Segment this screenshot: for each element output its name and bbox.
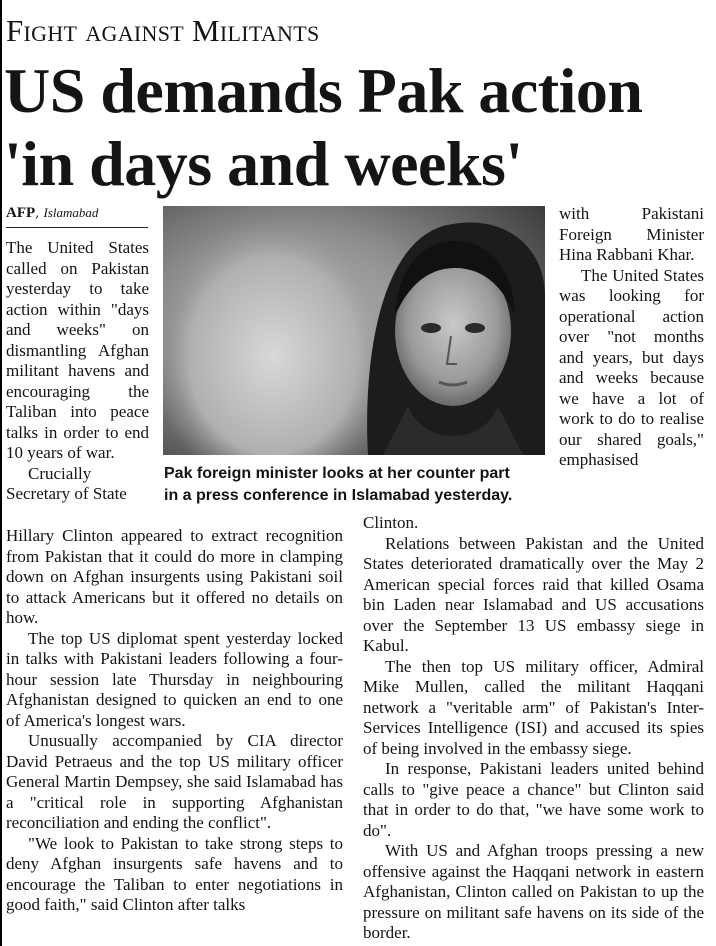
photo-caption [164, 463, 544, 507]
headline-line-1: US demands Pak action [4, 55, 643, 126]
byline-rule [6, 227, 148, 228]
paragraph: Clinton. [363, 513, 419, 532]
article-column-a [6, 238, 149, 505]
caption-line-2: in a press conference in Islamabad yesterday. [164, 487, 513, 504]
paragraph: Crucially [28, 463, 92, 483]
paragraph: The then top US military officer, Admiral Mike Mullen, called the militant Haqqani network a "veritable arm" of Pakistan's Inter-Services Intelligence (ISI) and accused its spies of being involved in the embassy siege. [363, 656, 704, 758]
section-kicker: Fight against Militants [6, 13, 320, 48]
paragraph: "We look to Pakistan to take strong steps to deny Afghan insurgents safe havens and to encourage the Taliban to enter negotiations in good faith," said Clinton after talks [6, 833, 343, 914]
article-column-lower-left [6, 526, 343, 916]
paragraph: The United States called on Pakistan yesterday to take action within "days and weeks" on dismantling Afghan militant havens and encouraging the Taliban into peace talks in order to end 10 years of war. [6, 238, 149, 462]
headline [4, 54, 643, 200]
paragraph: The United States was looking for operational action over "not months and years, but days and weeks because we have a lot of work to do to realise our shared goals," emphasised [559, 265, 704, 469]
paragraph: In response, Pakistani leaders united behind calls to "give peace a chance" but Clinton said that in order to do that, "we have some work to do". [363, 759, 704, 840]
paragraph: with Pakistani Foreign Minister Hina Rabbani Khar. [559, 204, 704, 264]
paragraph: Unusually accompanied by CIA director David Petraeus and the top US military officer General Martin Dempsey, she said Islamabad has a "critical role in supporting Afghanistan reconciliation and ending the conflict". [6, 731, 343, 832]
byline-agency: AFP [6, 205, 36, 221]
article-column-c [559, 204, 704, 471]
paragraph: Hillary Clinton appeared to extract recognition from Pakistan that it could do more in clamping down on Afghan insurgents using Pakistani soil to attack Americans but it offered no details on how. [6, 526, 343, 627]
article-column-lower-right [363, 513, 704, 944]
byline: AFP, Islamabad [6, 205, 99, 221]
caption-line-1: Pak foreign minister looks at her counter part [164, 465, 510, 482]
headline-line-2: 'in days and weeks' [4, 128, 523, 199]
paragraph: Relations between Pakistan and the United States deteriorated dramatically over the May 2 American special forces raid that killed Osama bin Laden near Islamabad and US accusations over the September 13 US embassy siege in Kabul. [363, 533, 704, 655]
paragraph: With US and Afghan troops pressing a new offensive against the Haqqani network in eastern Afghanistan, Clinton called on Pakistan to up the pressure on militant safe havens on its side of the border. [363, 841, 704, 942]
news-photo [163, 206, 545, 455]
photo-icon [163, 206, 545, 455]
paragraph: The top US diplomat spent yesterday locked in talks with Pakistani leaders following a four-hour session late Thursday in neighbouring Afghanistan designed to quicken an end to one of America's longest wars. [6, 628, 343, 730]
byline-place: Islamabad [43, 205, 99, 220]
paragraph: Secretary of State [6, 484, 127, 503]
